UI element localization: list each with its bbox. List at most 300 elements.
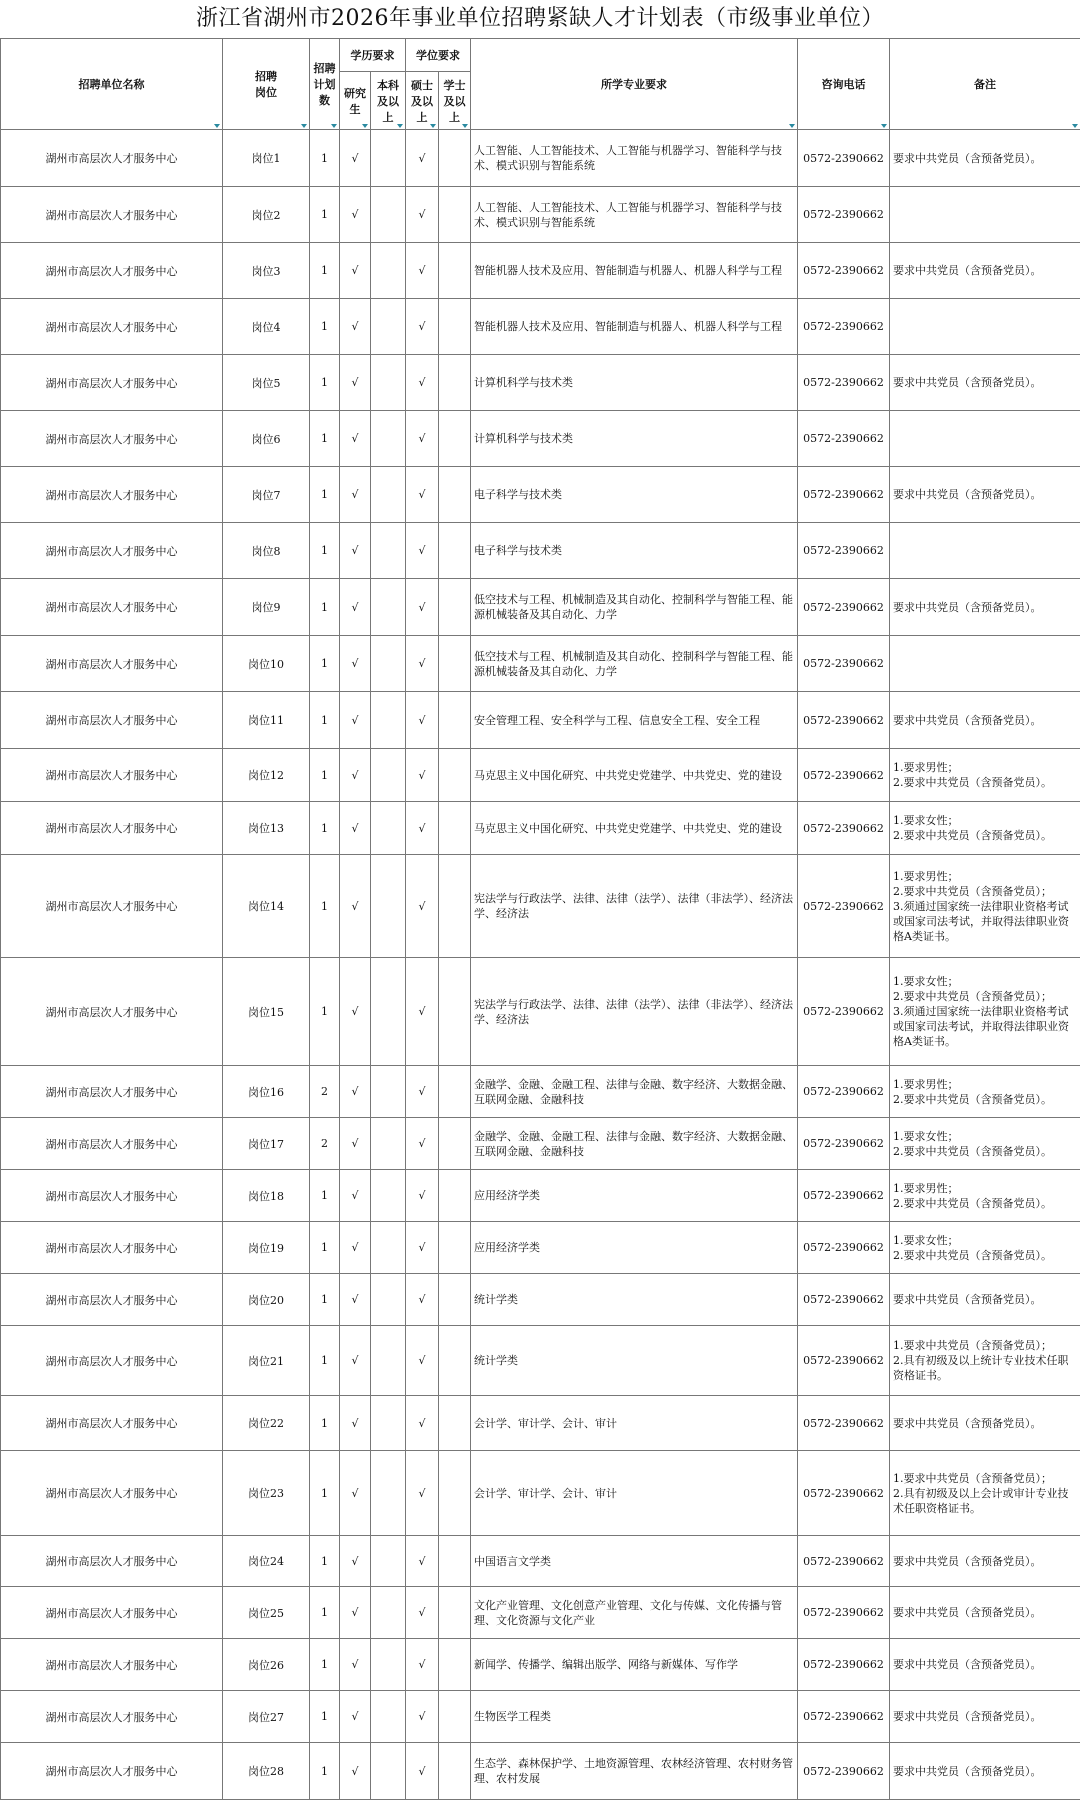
phone-cell: 0572-2390662	[798, 130, 890, 187]
table-row	[1, 692, 1080, 749]
count-cell: 1	[310, 1451, 340, 1536]
deg-bach-cell	[439, 243, 471, 299]
deg-master-cell: √	[406, 1274, 439, 1326]
header-edu-bach[interactable]: 本科 及以 上	[371, 72, 406, 130]
table-row	[1, 355, 1080, 411]
edu-grad-cell: √	[340, 855, 371, 958]
major-cell: 智能机器人技术及应用、智能制造与机器人、机器人科学与工程	[471, 243, 798, 299]
deg-bach-cell	[439, 1222, 471, 1274]
deg-master-cell: √	[406, 187, 439, 243]
edu-grad-cell: √	[340, 749, 371, 802]
post-cell: 岗位25	[223, 1587, 310, 1639]
deg-bach-cell	[439, 1639, 471, 1691]
deg-master-cell: √	[406, 355, 439, 411]
major-cell: 低空技术与工程、机械制造及其自动化、控制科学与智能工程、能源机械装备及其自动化、力学	[471, 579, 798, 636]
note-cell: 1.要求中共党员（含预备党员）； 2.具有初级及以上统计专业技术任职资格证书。	[890, 1326, 1080, 1396]
header-major[interactable]: 所学专业要求	[471, 39, 798, 130]
phone-cell: 0572-2390662	[798, 1691, 890, 1743]
header-phone[interactable]: 咨询电话	[798, 39, 890, 130]
note-cell: 要求中共党员（含预备党员）。	[890, 1536, 1080, 1587]
filter-dropdown-icon[interactable]	[462, 124, 468, 128]
post-cell: 岗位1	[223, 130, 310, 187]
count-cell: 1	[310, 1274, 340, 1326]
note-cell	[890, 299, 1080, 355]
post-cell: 岗位15	[223, 958, 310, 1066]
deg-bach-cell	[439, 802, 471, 855]
table-row	[1, 579, 1080, 636]
note-cell: 要求中共党员（含预备党员）。	[890, 130, 1080, 187]
edu-bach-cell	[371, 1396, 406, 1451]
count-cell: 1	[310, 749, 340, 802]
count-cell: 1	[310, 130, 340, 187]
unit-cell: 湖州市高层次人才服务中心	[1, 1326, 223, 1396]
major-cell: 电子科学与技术类	[471, 523, 798, 579]
unit-cell: 湖州市高层次人才服务中心	[1, 243, 223, 299]
edu-bach-cell	[371, 1066, 406, 1118]
note-cell: 要求中共党员（含预备党员）。	[890, 243, 1080, 299]
major-cell: 金融学、金融、金融工程、法律与金融、数字经济、大数据金融、互联网金融、金融科技	[471, 1118, 798, 1170]
deg-master-cell: √	[406, 636, 439, 692]
phone-cell: 0572-2390662	[798, 1536, 890, 1587]
edu-bach-cell	[371, 467, 406, 523]
edu-grad-cell: √	[340, 692, 371, 749]
post-cell: 岗位11	[223, 692, 310, 749]
deg-master-cell: √	[406, 1743, 439, 1800]
unit-cell: 湖州市高层次人才服务中心	[1, 749, 223, 802]
edu-grad-cell: √	[340, 1066, 371, 1118]
major-cell: 新闻学、传播学、编辑出版学、网络与新媒体、写作学	[471, 1639, 798, 1691]
table-row	[1, 1222, 1080, 1274]
unit-cell: 湖州市高层次人才服务中心	[1, 958, 223, 1066]
note-cell: 要求中共党员（含预备党员）。	[890, 1639, 1080, 1691]
post-cell: 岗位10	[223, 636, 310, 692]
note-cell	[890, 411, 1080, 467]
edu-grad-cell: √	[340, 1587, 371, 1639]
deg-bach-cell	[439, 958, 471, 1066]
deg-bach-cell	[439, 299, 471, 355]
edu-grad-cell: √	[340, 1170, 371, 1222]
deg-master-cell: √	[406, 1396, 439, 1451]
edu-bach-cell	[371, 802, 406, 855]
deg-bach-cell	[439, 1118, 471, 1170]
filter-dropdown-icon[interactable]	[214, 124, 220, 128]
table-row	[1, 130, 1080, 187]
deg-master-cell: √	[406, 958, 439, 1066]
major-cell: 中国语言文学类	[471, 1536, 798, 1587]
phone-cell: 0572-2390662	[798, 1639, 890, 1691]
count-cell: 1	[310, 636, 340, 692]
edu-grad-cell: √	[340, 579, 371, 636]
phone-cell: 0572-2390662	[798, 692, 890, 749]
count-cell: 1	[310, 1222, 340, 1274]
major-cell: 马克思主义中国化研究、中共党史党建学、中共党史、党的建设	[471, 749, 798, 802]
phone-cell: 0572-2390662	[798, 958, 890, 1066]
note-cell	[890, 636, 1080, 692]
edu-bach-cell	[371, 692, 406, 749]
note-cell: 要求中共党员（含预备党员）。	[890, 467, 1080, 523]
edu-bach-cell	[371, 243, 406, 299]
deg-bach-cell	[439, 411, 471, 467]
post-cell: 岗位21	[223, 1326, 310, 1396]
note-cell	[890, 187, 1080, 243]
major-cell: 计算机科学与技术类	[471, 355, 798, 411]
edu-grad-cell: √	[340, 1743, 371, 1800]
count-cell: 1	[310, 243, 340, 299]
post-cell: 岗位26	[223, 1639, 310, 1691]
table-row	[1, 1274, 1080, 1326]
edu-grad-cell: √	[340, 187, 371, 243]
header-edu: 学历要求	[340, 39, 406, 72]
unit-cell: 湖州市高层次人才服务中心	[1, 1639, 223, 1691]
edu-bach-cell	[371, 958, 406, 1066]
major-cell: 统计学类	[471, 1274, 798, 1326]
deg-bach-cell	[439, 636, 471, 692]
edu-grad-cell: √	[340, 958, 371, 1066]
count-cell: 1	[310, 802, 340, 855]
phone-cell: 0572-2390662	[798, 636, 890, 692]
table-row	[1, 467, 1080, 523]
edu-grad-cell: √	[340, 299, 371, 355]
deg-bach-cell	[439, 523, 471, 579]
table-row	[1, 243, 1080, 299]
edu-grad-cell: √	[340, 411, 371, 467]
phone-cell: 0572-2390662	[798, 1743, 890, 1800]
table-row	[1, 1536, 1080, 1587]
table-row	[1, 1743, 1080, 1800]
table-row	[1, 802, 1080, 855]
major-cell: 电子科学与技术类	[471, 467, 798, 523]
deg-master-cell: √	[406, 749, 439, 802]
deg-bach-cell	[439, 579, 471, 636]
edu-bach-cell	[371, 1743, 406, 1800]
phone-cell: 0572-2390662	[798, 467, 890, 523]
table-row	[1, 1170, 1080, 1222]
edu-bach-cell	[371, 355, 406, 411]
unit-cell: 湖州市高层次人才服务中心	[1, 1118, 223, 1170]
major-cell: 计算机科学与技术类	[471, 411, 798, 467]
post-cell: 岗位8	[223, 523, 310, 579]
note-cell: 要求中共党员（含预备党员）。	[890, 579, 1080, 636]
deg-master-cell: √	[406, 523, 439, 579]
post-cell: 岗位6	[223, 411, 310, 467]
edu-bach-cell	[371, 579, 406, 636]
post-cell: 岗位12	[223, 749, 310, 802]
table-row	[1, 187, 1080, 243]
filter-dropdown-icon[interactable]	[397, 124, 403, 128]
post-cell: 岗位19	[223, 1222, 310, 1274]
header-post[interactable]: 招聘 岗位	[223, 39, 310, 130]
phone-cell: 0572-2390662	[798, 1170, 890, 1222]
edu-grad-cell: √	[340, 636, 371, 692]
phone-cell: 0572-2390662	[798, 1066, 890, 1118]
unit-cell: 湖州市高层次人才服务中心	[1, 1536, 223, 1587]
note-cell: 1.要求女性； 2.要求中共党员（含预备党员）； 3.须通过国家统一法律职业资格考试或国家司法考试，并取得法律职业资格A类证书。	[890, 958, 1080, 1066]
major-cell: 应用经济学类	[471, 1222, 798, 1274]
note-cell: 1.要求女性； 2.要求中共党员（含预备党员）。	[890, 1118, 1080, 1170]
count-cell: 1	[310, 855, 340, 958]
table-row	[1, 411, 1080, 467]
count-cell: 1	[310, 355, 340, 411]
count-cell: 1	[310, 1743, 340, 1800]
table-row	[1, 636, 1080, 692]
deg-master-cell: √	[406, 1639, 439, 1691]
deg-master-cell: √	[406, 1587, 439, 1639]
header-deg-master[interactable]: 硕士 及以 上	[406, 72, 439, 130]
post-cell: 岗位22	[223, 1396, 310, 1451]
unit-cell: 湖州市高层次人才服务中心	[1, 1066, 223, 1118]
header-unit[interactable]: 招聘单位名称	[1, 39, 223, 130]
unit-cell: 湖州市高层次人才服务中心	[1, 579, 223, 636]
note-cell	[890, 523, 1080, 579]
phone-cell: 0572-2390662	[798, 523, 890, 579]
count-cell: 1	[310, 958, 340, 1066]
deg-bach-cell	[439, 1396, 471, 1451]
header-note[interactable]: 备注	[890, 39, 1080, 130]
unit-cell: 湖州市高层次人才服务中心	[1, 1451, 223, 1536]
deg-bach-cell	[439, 1170, 471, 1222]
deg-bach-cell	[439, 1451, 471, 1536]
edu-grad-cell: √	[340, 130, 371, 187]
table-row	[1, 1587, 1080, 1639]
unit-cell: 湖州市高层次人才服务中心	[1, 187, 223, 243]
edu-grad-cell: √	[340, 467, 371, 523]
edu-grad-cell: √	[340, 1222, 371, 1274]
count-cell: 1	[310, 411, 340, 467]
deg-master-cell: √	[406, 1536, 439, 1587]
deg-bach-cell	[439, 1274, 471, 1326]
filter-dropdown-icon[interactable]	[362, 124, 368, 128]
table-row	[1, 958, 1080, 1066]
note-cell: 1.要求女性； 2.要求中共党员（含预备党员）。	[890, 1222, 1080, 1274]
phone-cell: 0572-2390662	[798, 749, 890, 802]
edu-grad-cell: √	[340, 1639, 371, 1691]
edu-grad-cell: √	[340, 1536, 371, 1587]
note-cell: 要求中共党员（含预备党员）。	[890, 1743, 1080, 1800]
count-cell: 2	[310, 1066, 340, 1118]
phone-cell: 0572-2390662	[798, 855, 890, 958]
count-cell: 1	[310, 299, 340, 355]
post-cell: 岗位13	[223, 802, 310, 855]
edu-grad-cell: √	[340, 523, 371, 579]
filter-dropdown-icon[interactable]	[881, 124, 887, 128]
count-cell: 1	[310, 579, 340, 636]
phone-cell: 0572-2390662	[798, 802, 890, 855]
note-cell: 1.要求男性； 2.要求中共党员（含预备党员）。	[890, 1066, 1080, 1118]
edu-bach-cell	[371, 1536, 406, 1587]
deg-master-cell: √	[406, 1170, 439, 1222]
major-cell: 金融学、金融、金融工程、法律与金融、数字经济、大数据金融、互联网金融、金融科技	[471, 1066, 798, 1118]
major-cell: 会计学、审计学、会计、审计	[471, 1451, 798, 1536]
deg-master-cell: √	[406, 1451, 439, 1536]
unit-cell: 湖州市高层次人才服务中心	[1, 1170, 223, 1222]
unit-cell: 湖州市高层次人才服务中心	[1, 1274, 223, 1326]
major-cell: 安全管理工程、安全科学与工程、信息安全工程、安全工程	[471, 692, 798, 749]
deg-master-cell: √	[406, 1326, 439, 1396]
post-cell: 岗位2	[223, 187, 310, 243]
table-row	[1, 749, 1080, 802]
table-row	[1, 1066, 1080, 1118]
edu-grad-cell: √	[340, 1691, 371, 1743]
note-cell: 1.要求男性； 2.要求中共党员（含预备党员）。	[890, 749, 1080, 802]
table-row	[1, 1691, 1080, 1743]
table-row	[1, 1639, 1080, 1691]
edu-bach-cell	[371, 749, 406, 802]
post-cell: 岗位24	[223, 1536, 310, 1587]
edu-grad-cell: √	[340, 802, 371, 855]
phone-cell: 0572-2390662	[798, 355, 890, 411]
deg-master-cell: √	[406, 1118, 439, 1170]
edu-grad-cell: √	[340, 1396, 371, 1451]
edu-grad-cell: √	[340, 243, 371, 299]
edu-bach-cell	[371, 1274, 406, 1326]
edu-bach-cell	[371, 187, 406, 243]
table-body	[1, 130, 1080, 1800]
filter-dropdown-icon[interactable]	[789, 124, 795, 128]
phone-cell: 0572-2390662	[798, 1587, 890, 1639]
post-cell: 岗位3	[223, 243, 310, 299]
count-cell: 1	[310, 467, 340, 523]
unit-cell: 湖州市高层次人才服务中心	[1, 1691, 223, 1743]
major-cell: 智能机器人技术及应用、智能制造与机器人、机器人科学与工程	[471, 299, 798, 355]
unit-cell: 湖州市高层次人才服务中心	[1, 1222, 223, 1274]
deg-master-cell: √	[406, 579, 439, 636]
deg-bach-cell	[439, 130, 471, 187]
edu-bach-cell	[371, 1326, 406, 1396]
recruitment-table	[0, 38, 1080, 1800]
deg-bach-cell	[439, 1587, 471, 1639]
unit-cell: 湖州市高层次人才服务中心	[1, 1743, 223, 1800]
edu-grad-cell: √	[340, 355, 371, 411]
deg-bach-cell	[439, 1326, 471, 1396]
edu-bach-cell	[371, 1451, 406, 1536]
phone-cell: 0572-2390662	[798, 579, 890, 636]
unit-cell: 湖州市高层次人才服务中心	[1, 523, 223, 579]
unit-cell: 湖州市高层次人才服务中心	[1, 467, 223, 523]
deg-bach-cell	[439, 1536, 471, 1587]
page-title: 浙江省湖州市2026年事业单位招聘紧缺人才计划表（市级事业单位）	[196, 6, 884, 31]
post-cell: 岗位7	[223, 467, 310, 523]
filter-dropdown-icon[interactable]	[1072, 124, 1078, 128]
table-row	[1, 855, 1080, 958]
edu-bach-cell	[371, 411, 406, 467]
post-cell: 岗位4	[223, 299, 310, 355]
post-cell: 岗位5	[223, 355, 310, 411]
deg-bach-cell	[439, 749, 471, 802]
deg-bach-cell	[439, 1743, 471, 1800]
major-cell: 会计学、审计学、会计、审计	[471, 1396, 798, 1451]
post-cell: 岗位20	[223, 1274, 310, 1326]
deg-master-cell: √	[406, 467, 439, 523]
note-cell: 要求中共党员（含预备党员）。	[890, 692, 1080, 749]
count-cell: 1	[310, 187, 340, 243]
count-cell: 1	[310, 1587, 340, 1639]
post-cell: 岗位27	[223, 1691, 310, 1743]
filter-dropdown-icon[interactable]	[331, 124, 337, 128]
edu-grad-cell: √	[340, 1451, 371, 1536]
deg-master-cell: √	[406, 802, 439, 855]
phone-cell: 0572-2390662	[798, 1222, 890, 1274]
note-cell: 要求中共党员（含预备党员）。	[890, 1587, 1080, 1639]
unit-cell: 湖州市高层次人才服务中心	[1, 299, 223, 355]
major-cell: 宪法学与行政法学、法律、法律（法学）、法律（非法学）、经济法学、经济法	[471, 855, 798, 958]
count-cell: 1	[310, 1639, 340, 1691]
edu-bach-cell	[371, 855, 406, 958]
deg-master-cell: √	[406, 1222, 439, 1274]
header-edu-grad[interactable]: 研究 生	[340, 72, 371, 130]
major-cell: 人工智能、人工智能技术、人工智能与机器学习、智能科学与技术、模式识别与智能系统	[471, 130, 798, 187]
table-row	[1, 1326, 1080, 1396]
note-cell: 要求中共党员（含预备党员）。	[890, 1691, 1080, 1743]
major-cell: 低空技术与工程、机械制造及其自动化、控制科学与智能工程、能源机械装备及其自动化、力学	[471, 636, 798, 692]
major-cell: 文化产业管理、文化创意产业管理、文化与传媒、文化传播与管理、文化资源与文化产业	[471, 1587, 798, 1639]
deg-bach-cell	[439, 1691, 471, 1743]
count-cell: 1	[310, 523, 340, 579]
edu-bach-cell	[371, 1639, 406, 1691]
unit-cell: 湖州市高层次人才服务中心	[1, 802, 223, 855]
note-cell: 要求中共党员（含预备党员）。	[890, 1274, 1080, 1326]
phone-cell: 0572-2390662	[798, 1396, 890, 1451]
phone-cell: 0572-2390662	[798, 243, 890, 299]
filter-dropdown-icon[interactable]	[301, 124, 307, 128]
filter-dropdown-icon[interactable]	[430, 124, 436, 128]
phone-cell: 0572-2390662	[798, 299, 890, 355]
post-cell: 岗位23	[223, 1451, 310, 1536]
deg-master-cell: √	[406, 130, 439, 187]
edu-grad-cell: √	[340, 1274, 371, 1326]
major-cell: 马克思主义中国化研究、中共党史党建学、中共党史、党的建设	[471, 802, 798, 855]
deg-bach-cell	[439, 855, 471, 958]
phone-cell: 0572-2390662	[798, 1118, 890, 1170]
unit-cell: 湖州市高层次人才服务中心	[1, 130, 223, 187]
deg-bach-cell	[439, 187, 471, 243]
count-cell: 1	[310, 1170, 340, 1222]
deg-master-cell: √	[406, 1691, 439, 1743]
edu-grad-cell: √	[340, 1326, 371, 1396]
post-cell: 岗位14	[223, 855, 310, 958]
count-cell: 1	[310, 1396, 340, 1451]
unit-cell: 湖州市高层次人才服务中心	[1, 692, 223, 749]
header-deg-bach[interactable]: 学士 及以 上	[439, 72, 471, 130]
count-cell: 1	[310, 692, 340, 749]
edu-grad-cell: √	[340, 1118, 371, 1170]
deg-master-cell: √	[406, 1066, 439, 1118]
note-cell: 1.要求女性； 2.要求中共党员（含预备党员）。	[890, 802, 1080, 855]
post-cell: 岗位9	[223, 579, 310, 636]
deg-master-cell: √	[406, 299, 439, 355]
edu-bach-cell	[371, 130, 406, 187]
note-cell: 1.要求中共党员（含预备党员）； 2.具有初级及以上会计或审计专业技术任职资格证书。	[890, 1451, 1080, 1536]
unit-cell: 湖州市高层次人才服务中心	[1, 355, 223, 411]
edu-bach-cell	[371, 299, 406, 355]
deg-bach-cell	[439, 692, 471, 749]
post-cell: 岗位18	[223, 1170, 310, 1222]
major-cell: 人工智能、人工智能技术、人工智能与机器学习、智能科学与技术、模式识别与智能系统	[471, 187, 798, 243]
header-num[interactable]: 招聘 计划 数	[310, 39, 340, 130]
post-cell: 岗位16	[223, 1066, 310, 1118]
table-row	[1, 1451, 1080, 1536]
phone-cell: 0572-2390662	[798, 187, 890, 243]
table-row	[1, 523, 1080, 579]
table-row	[1, 1396, 1080, 1451]
deg-bach-cell	[439, 1066, 471, 1118]
edu-bach-cell	[371, 1118, 406, 1170]
major-cell: 应用经济学类	[471, 1170, 798, 1222]
table-row	[1, 299, 1080, 355]
phone-cell: 0572-2390662	[798, 1274, 890, 1326]
note-cell: 1.要求男性； 2.要求中共党员（含预备党员）。	[890, 1170, 1080, 1222]
table-row	[1, 1118, 1080, 1170]
edu-bach-cell	[371, 523, 406, 579]
